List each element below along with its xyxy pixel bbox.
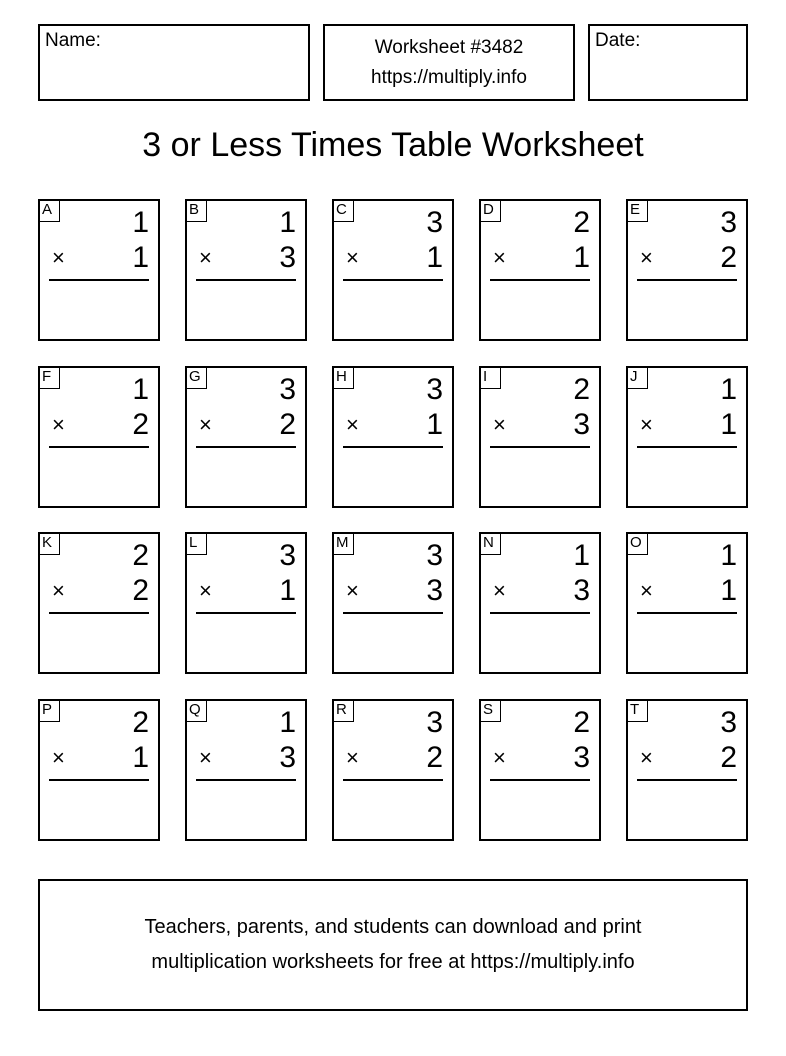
multiplicand: 1: [132, 206, 149, 239]
answer-line: [196, 612, 296, 614]
problem-card: [626, 366, 748, 508]
problem-letter: T: [626, 699, 648, 722]
problem-letter: L: [185, 532, 207, 555]
name-label: Name:: [45, 30, 101, 51]
problem-letter: S: [479, 699, 501, 722]
name-field[interactable]: [38, 24, 310, 101]
multiplicand: 3: [426, 373, 443, 406]
multiplicand: 2: [573, 706, 590, 739]
multiplier: 2: [426, 741, 443, 774]
multiplier: 2: [279, 408, 296, 441]
multiply-sign: ×: [52, 412, 65, 437]
problem-card: [38, 699, 160, 841]
problem-card: [332, 699, 454, 841]
multiplicand: 3: [279, 539, 296, 572]
answer-line: [343, 612, 443, 614]
multiply-sign: ×: [52, 745, 65, 770]
multiplicand: 2: [132, 539, 149, 572]
problem-letter: M: [332, 532, 354, 555]
problem-letter: A: [38, 199, 60, 222]
problem-card: [332, 366, 454, 508]
multiplicand: 1: [720, 539, 737, 572]
problem-letter: C: [332, 199, 354, 222]
answer-line: [49, 779, 149, 781]
answer-line: [490, 779, 590, 781]
multiply-sign: ×: [346, 245, 359, 270]
multiply-sign: ×: [199, 412, 212, 437]
multiplier: 1: [132, 241, 149, 274]
multiplier: 3: [573, 574, 590, 607]
multiply-sign: ×: [199, 578, 212, 603]
multiplier: 3: [573, 408, 590, 441]
multiplier: 1: [426, 241, 443, 274]
problem-card: [185, 366, 307, 508]
multiplier: 3: [426, 574, 443, 607]
multiplier: 3: [573, 741, 590, 774]
multiply-sign: ×: [346, 578, 359, 603]
multiplicand: 1: [720, 373, 737, 406]
multiplier: 1: [132, 741, 149, 774]
problem-card: [332, 199, 454, 341]
multiply-sign: ×: [640, 245, 653, 270]
multiplier: 1: [426, 408, 443, 441]
answer-line: [637, 446, 737, 448]
answer-line: [490, 612, 590, 614]
answer-line: [49, 446, 149, 448]
problem-card: [479, 532, 601, 674]
problem-letter: N: [479, 532, 501, 555]
problem-card: [626, 532, 748, 674]
answer-line: [637, 779, 737, 781]
multiplicand: 2: [573, 373, 590, 406]
answer-line: [196, 446, 296, 448]
answer-line: [490, 446, 590, 448]
multiply-sign: ×: [493, 578, 506, 603]
problem-letter: O: [626, 532, 648, 555]
answer-line: [637, 279, 737, 281]
multiply-sign: ×: [493, 412, 506, 437]
multiply-sign: ×: [52, 578, 65, 603]
multiplier: 2: [132, 408, 149, 441]
multiplicand: 3: [426, 706, 443, 739]
multiply-sign: ×: [640, 745, 653, 770]
problem-card: [626, 699, 748, 841]
multiplier: 3: [279, 241, 296, 274]
multiplier: 1: [573, 241, 590, 274]
answer-line: [343, 779, 443, 781]
multiplier: 2: [132, 574, 149, 607]
multiplicand: 3: [279, 373, 296, 406]
problem-letter: J: [626, 366, 648, 389]
page-title: 3 or Less Times Table Worksheet: [142, 126, 644, 164]
problem-card: [332, 532, 454, 674]
multiply-sign: ×: [493, 745, 506, 770]
multiplicand: 3: [720, 706, 737, 739]
multiply-sign: ×: [346, 745, 359, 770]
answer-line: [49, 612, 149, 614]
worksheet-info-box: [323, 24, 575, 101]
multiplicand: 3: [426, 206, 443, 239]
problem-card: [479, 699, 601, 841]
problem-letter: D: [479, 199, 501, 222]
answer-line: [49, 279, 149, 281]
footer-line-1: Teachers, parents, and students can download and print: [144, 916, 642, 938]
multiplicand: 1: [279, 206, 296, 239]
problem-letter: G: [185, 366, 207, 389]
multiply-sign: ×: [199, 745, 212, 770]
multiply-sign: ×: [640, 412, 653, 437]
footer-box: [38, 879, 748, 1011]
problem-letter: H: [332, 366, 354, 389]
multiplicand: 3: [426, 539, 443, 572]
multiplicand: 1: [279, 706, 296, 739]
multiplier: 1: [279, 574, 296, 607]
problem-letter: R: [332, 699, 354, 722]
multiplicand: 1: [132, 373, 149, 406]
problem-letter: B: [185, 199, 207, 222]
problem-letter: K: [38, 532, 60, 555]
multiply-sign: ×: [346, 412, 359, 437]
multiplier: 1: [720, 574, 737, 607]
multiplicand: 1: [573, 539, 590, 572]
problem-card: [38, 199, 160, 341]
problem-card: [479, 366, 601, 508]
date-field[interactable]: [588, 24, 748, 101]
answer-line: [196, 779, 296, 781]
worksheet-number: Worksheet #3482: [374, 37, 524, 58]
answer-line: [637, 612, 737, 614]
problem-card: [185, 699, 307, 841]
answer-line: [196, 279, 296, 281]
footer-line-2: multiplication worksheets for free at https://multiply.info: [151, 951, 635, 973]
problem-card: [626, 199, 748, 341]
problem-letter: F: [38, 366, 60, 389]
worksheet-url: https://multiply.info: [371, 67, 527, 88]
multiplier: 2: [720, 741, 737, 774]
problem-letter: Q: [185, 699, 207, 722]
answer-line: [343, 279, 443, 281]
answer-line: [343, 446, 443, 448]
multiplicand: 3: [720, 206, 737, 239]
date-label: Date:: [595, 30, 641, 51]
multiply-sign: ×: [199, 245, 212, 270]
multiply-sign: ×: [640, 578, 653, 603]
multiplicand: 2: [132, 706, 149, 739]
problem-card: [185, 532, 307, 674]
problem-letter: I: [479, 366, 501, 389]
problem-card: [38, 366, 160, 508]
multiplier: 1: [720, 408, 737, 441]
answer-line: [490, 279, 590, 281]
multiplier: 3: [279, 741, 296, 774]
multiply-sign: ×: [493, 245, 506, 270]
multiplicand: 2: [573, 206, 590, 239]
problem-card: [479, 199, 601, 341]
problem-card: [185, 199, 307, 341]
multiply-sign: ×: [52, 245, 65, 270]
multiplier: 2: [720, 241, 737, 274]
problem-card: [38, 532, 160, 674]
problem-letter: E: [626, 199, 648, 222]
problem-letter: P: [38, 699, 60, 722]
